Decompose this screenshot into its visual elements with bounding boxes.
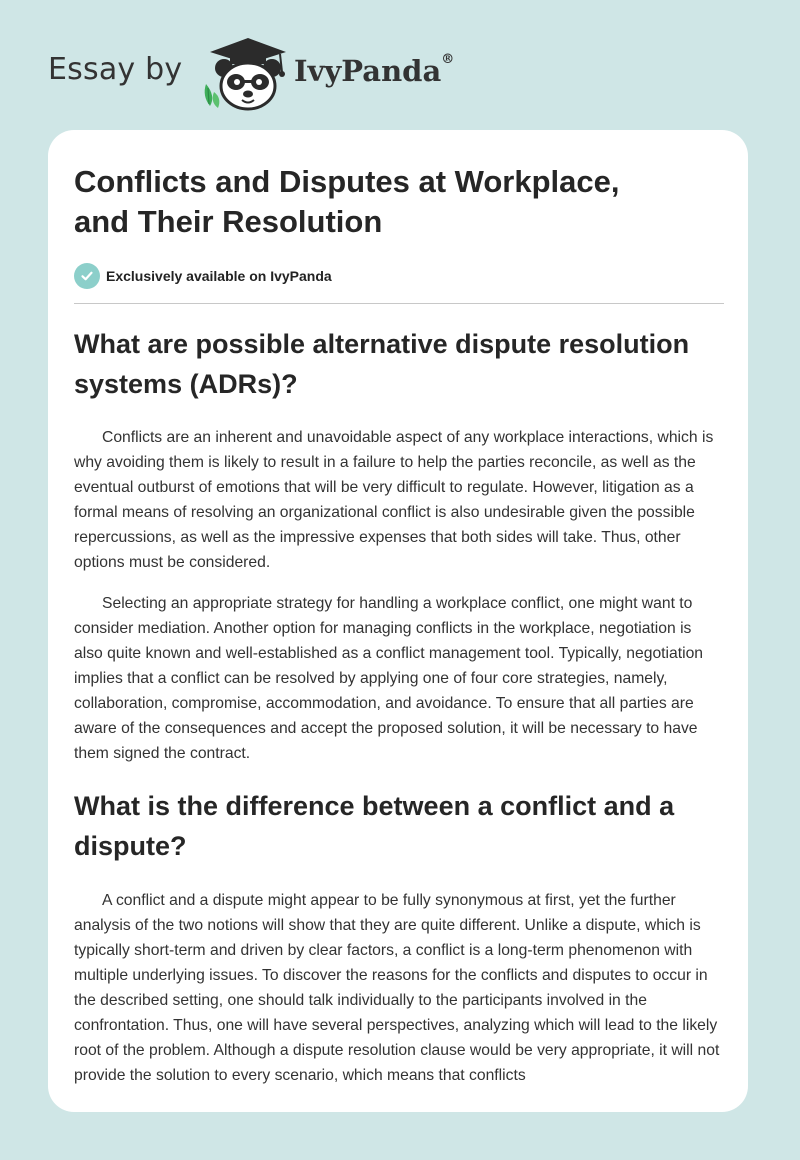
badge-text: Exclusively available on IvyPanda bbox=[106, 268, 332, 284]
paragraph: Selecting an appropriate strategy for handling a workplace conflict, one might want to consider mediation. Another option for managing conflicts in the workplace, negotiation is also quite known and well-established as a conflict management tool. Typically, negotiation implies that a conflict can be resolved by applying one of four core strategies, namely, collaboration, compromise, accommodation, and avoidance. To ensure that all parties are aware of the consequences and accept the proposed solution, it will be necessary to have them signed the contract. bbox=[74, 595, 704, 762]
exclusive-badge bbox=[74, 262, 724, 290]
paragraph: A conflict and a dispute might appear to be fully synonymous at first, yet the further analysis of the two notions will show that they are quite different. Unlike a dispute, which is typically short-term and driven by clear factors, a conflict is a long-term phenomenon with multiple underlying issues. To discover the reasons for the conflicts and disputes to occur in the described setting, one should talk individually to the participants involved in the confrontation. Thus, one will have several perspectives, analyzing which will lead to the likely root of the problem. Although a dispute resolution clause would be very appropriate, it will not provide the solution to every scenario, which means that conflicts bbox=[74, 892, 720, 1084]
check-circle-icon bbox=[74, 263, 100, 289]
brand-name[interactable]: IvyPanda® bbox=[294, 52, 455, 88]
panda-graduate-icon bbox=[200, 34, 292, 112]
essay-card bbox=[48, 130, 748, 1112]
page-title bbox=[74, 162, 724, 242]
divider bbox=[74, 303, 724, 304]
registered-mark: ® bbox=[441, 52, 455, 67]
paragraph: Conflicts are an inherent and unavoidable aspect of any workplace interactions, which is why avoiding them is likely to result in a failure to help the parties reconcile, as well as the eventual outburst of emotions that will be very difficult to regulate. However, litigation as a formal means of resolving an organizational conflict is also undesirable given the possible repercussions, as well as the impressive expenses that both sides will take. Thus, other options must be considered. bbox=[74, 429, 714, 571]
section-heading-difference: What is the difference between a conflict and a dispute? bbox=[74, 791, 675, 861]
essay-by-label: Essay by bbox=[48, 52, 183, 87]
section-heading-adr: What are possible alternative dispute resolution systems (ADRs)? bbox=[74, 329, 690, 399]
title-line-2: and Their Resolution bbox=[74, 204, 383, 239]
title-line-1: Conflicts and Disputes at Workplace, bbox=[74, 164, 620, 199]
card-content bbox=[74, 162, 724, 1088]
site-header bbox=[48, 32, 768, 112]
